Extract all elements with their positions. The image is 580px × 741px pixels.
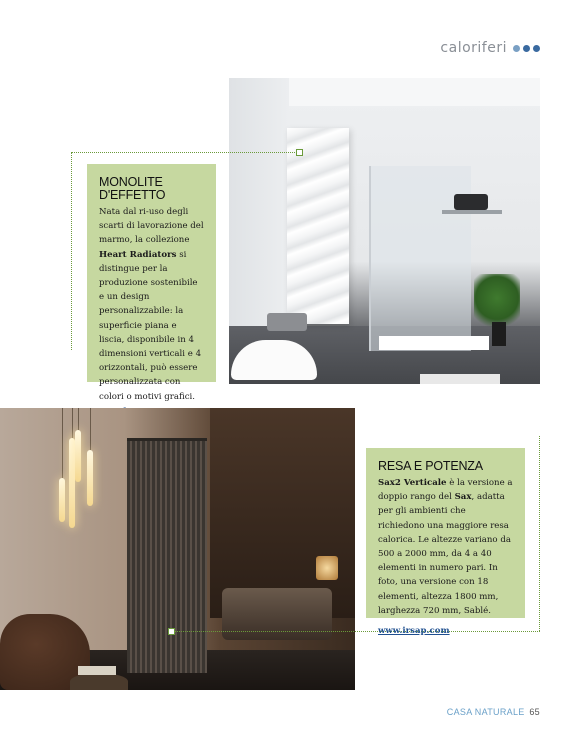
pendant-lamp [75,430,81,482]
callout-marker [296,149,303,156]
caption-title: RESA E POTENZA [378,459,483,473]
page-footer [447,707,540,717]
caption-title: MONOLITE D'EFFETTO [99,175,166,202]
heart-radiator-image [287,128,349,324]
pendant-lamp [87,450,93,506]
bathroom-photo [229,78,540,384]
callout-line [71,152,72,350]
section-dots-icon [513,45,540,52]
caption-box-monolite [87,164,216,402]
caption-box-resa [366,448,525,637]
page-number: 65 [529,707,540,717]
bedroom-photo [0,408,355,690]
caption-body: Sax2 Verticale è la versione a doppio rango del Sax, adatta per gli ambienti che richiedono una maggiore resa calorica. Le altezze variano da 500 a 2000 mm, da 4 a 40 elementi in numero pari. In foto, una versione con 18 elementi, altezza 1800 mm, larghezza 720 mm, Sablé. [378,478,513,616]
callout-line [71,152,299,153]
section-label: caloriferi [440,40,507,56]
caption-body: Nata dal ri-uso degli scarti di lavorazione del marmo, la collezione Heart Radiators si distingue per la produzione sostenibile e un design personalizzabile: la superficie piana e liscia, disponibile in 4 dimensioni verticali e 4 orizzontali, può essere personalizzata con colori o motivi grafici. [99,207,204,402]
callout-line [539,436,540,631]
sax2-radiator-image [127,438,207,673]
pendant-lamp [59,478,65,522]
section-tag [440,40,540,56]
irsap-link[interactable]: www.irsap.com [378,626,450,637]
callout-marker [168,628,175,635]
magazine-name: CASA NATURALE [446,707,525,717]
